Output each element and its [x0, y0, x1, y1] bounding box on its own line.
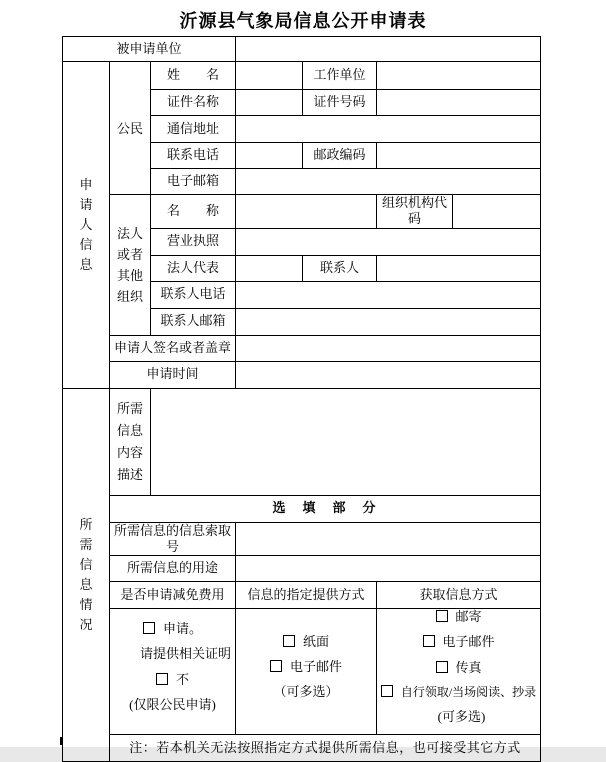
application-form-table — [62, 36, 541, 762]
form-note: 注：若本机关无法按照指定方式提供所需信息，也可接受其它方式 — [110, 735, 541, 762]
text-cursor — [60, 737, 63, 745]
apply-time-label: 申请时间 — [110, 361, 236, 388]
provide-option-paper[interactable] — [236, 634, 376, 650]
signature-value[interactable] — [236, 335, 541, 361]
checkbox-icon[interactable] — [283, 635, 295, 647]
mail-address-label: 通信地址 — [151, 116, 236, 143]
obtain-option-mail-label: 邮寄 — [455, 609, 482, 624]
obtain-option-email[interactable] — [377, 634, 540, 650]
postal-code-label: 邮政编码 — [303, 143, 377, 169]
info-index-value[interactable] — [236, 522, 541, 556]
applicant-info-section-label: 申请人信息 — [63, 62, 110, 389]
legal-rep-value[interactable] — [236, 255, 303, 281]
citizen-section-label: 公民 — [110, 62, 151, 195]
name-label: 姓 名 — [151, 62, 236, 90]
name-value[interactable] — [236, 62, 303, 90]
info-desc-value[interactable] — [151, 388, 541, 495]
id-name-label: 证件名称 — [151, 90, 236, 116]
checkbox-icon[interactable] — [270, 660, 282, 672]
fee-option-apply[interactable] — [110, 621, 235, 637]
id-name-value[interactable] — [236, 90, 303, 116]
fee-option-no[interactable] — [110, 672, 235, 688]
page-title: 沂源县气象局信息公开申请表 — [179, 11, 427, 31]
email-value[interactable] — [236, 169, 541, 195]
provide-method-options — [236, 609, 377, 735]
fee-option-apply-label: 申请。 — [163, 621, 203, 636]
phone-label: 联系电话 — [151, 143, 236, 169]
checkbox-icon[interactable] — [436, 661, 448, 673]
signature-label: 申请人签名或者盖章 — [110, 335, 236, 361]
contact-person-label: 联系人 — [303, 255, 377, 281]
provide-option-paper-label: 纸面 — [303, 633, 330, 649]
contact-email-value[interactable] — [236, 308, 541, 335]
info-desc-label: 所需信息内容描述 — [110, 388, 151, 495]
mail-address-value[interactable] — [236, 116, 541, 143]
id-number-label: 证件号码 — [303, 90, 377, 116]
work-unit-value[interactable] — [377, 62, 541, 90]
contact-email-label: 联系人邮箱 — [151, 308, 236, 335]
obtain-method-options — [377, 609, 541, 735]
checkbox-icon[interactable] — [423, 635, 435, 647]
optional-part-header: 选 填 部 分 — [110, 495, 541, 522]
org-name-value[interactable] — [236, 195, 377, 229]
checkbox-icon[interactable] — [143, 622, 155, 634]
provide-multi-note: （可多选） — [273, 684, 339, 700]
obtain-option-fax-label: 传真 — [455, 659, 482, 675]
legal-org-section-label: 法人或者其他组织 — [110, 195, 151, 336]
legal-rep-label: 法人代表 — [151, 255, 236, 281]
obtain-method-header: 获取信息方式 — [377, 582, 541, 609]
email-label: 电子邮箱 — [151, 169, 236, 195]
fee-waiver-options — [110, 609, 236, 735]
obtain-option-self-label: 自行领取/当场阅读、抄录 — [400, 684, 537, 699]
obtain-option-email-label: 电子邮件 — [442, 634, 495, 650]
info-use-value[interactable] — [236, 556, 541, 582]
apply-time-value[interactable] — [236, 361, 541, 388]
checkbox-icon[interactable] — [381, 685, 393, 697]
checkbox-icon[interactable] — [436, 610, 448, 622]
contact-phone-label: 联系人电话 — [151, 281, 236, 308]
business-license-label: 营业执照 — [151, 228, 236, 255]
fee-option-no-label: 不 — [176, 671, 190, 687]
fee-option-apply-note: 请提供相关证明 — [140, 646, 232, 662]
provide-method-header: 信息的指定提供方式 — [236, 582, 377, 609]
org-code-value[interactable] — [453, 195, 541, 229]
org-name-label: 名 称 — [151, 195, 236, 229]
obtain-option-mail[interactable] — [377, 609, 540, 625]
fee-option-no-note: (仅限公民申请) — [129, 696, 216, 712]
needed-info-section-label: 所需信息情况 — [63, 388, 110, 762]
postal-code-value[interactable] — [377, 143, 541, 169]
obtain-multi-note: (可多选) — [437, 708, 486, 724]
fee-waiver-header: 是否申请减免费用 — [110, 582, 236, 609]
applied-unit-value[interactable] — [236, 37, 541, 62]
business-license-value[interactable] — [236, 228, 541, 255]
id-number-value[interactable] — [377, 90, 541, 116]
info-use-label: 所需信息的用途 — [110, 556, 236, 582]
contact-phone-value[interactable] — [236, 281, 541, 308]
checkbox-icon[interactable] — [156, 673, 168, 685]
provide-option-email-label: 电子邮件 — [290, 658, 343, 674]
phone-value[interactable] — [236, 143, 303, 169]
contact-person-value[interactable] — [377, 255, 541, 281]
obtain-option-fax[interactable] — [377, 660, 540, 676]
work-unit-label: 工作单位 — [303, 62, 377, 90]
applied-unit-label: 被申请单位 — [63, 37, 236, 62]
info-index-label: 所需信息的信息索取号 — [110, 522, 236, 556]
org-code-label: 组织机构代码 — [377, 195, 453, 229]
provide-option-email[interactable] — [236, 659, 376, 675]
obtain-option-self[interactable] — [377, 685, 540, 700]
